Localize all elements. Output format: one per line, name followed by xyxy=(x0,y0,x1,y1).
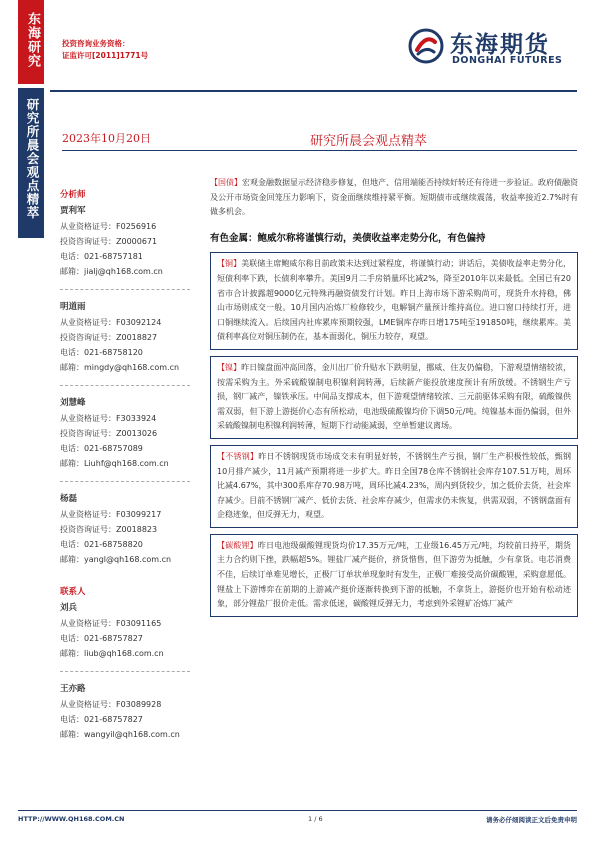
report-title: 研究所晨会观点精萃 xyxy=(310,134,428,149)
contact-phone: 电话：021-68757827 xyxy=(60,634,143,643)
analyst-card xyxy=(60,492,200,567)
contact-name: 刘兵 xyxy=(60,603,78,613)
analyst-section-title: 分析师 xyxy=(60,190,86,200)
bond-paragraph xyxy=(210,176,578,220)
contact-name: 王亦路 xyxy=(60,684,86,694)
copper-box xyxy=(210,252,578,350)
analyst-email[interactable]: 邮箱：Liuhf@qh168.com.cn xyxy=(60,459,169,468)
analyst-divider xyxy=(60,385,190,386)
report-date: 2023年10月20日 xyxy=(62,132,151,145)
lithium-carbonate-text: 昨日电池级碳酸锂现货均价17.35万元/吨，工业级16.45万元/吨，均较前日持平，期货主力合约则下挫，跌幅超5%。锂盐厂减产挺价，挤货惜售，但下游劳为抵触，少有拿货。电芯消费不佳，后续订单难见增长，正极厂订单状单现象时有发生，正极厂难接受高价碳酸锂，采购意愿低。锂盐上下游博弈在前期的上游减产挺价逐渐转换到下游的抵触，不拿货上，游挺价也开始有松动迹象，部分锂盐厂报价走低。需求低迷，碳酸锂反弹无力，考虑到外采锂矿冶炼厂减产 xyxy=(217,540,571,609)
analyst-license: 从业资格证号：F03099217 xyxy=(60,510,162,519)
analyst-divider xyxy=(60,481,190,482)
analyst-consult-license: 投资咨询证号：Z0013026 xyxy=(60,429,158,438)
analyst-email[interactable]: 邮箱：jialj@qh168.com.cn xyxy=(60,267,163,276)
stainless-steel-box xyxy=(210,445,578,528)
analyst-panel xyxy=(60,188,200,760)
bond-tag: 【国债】 xyxy=(210,178,242,187)
contact-email[interactable]: 邮箱：wangyil@qh168.com.cn xyxy=(60,730,180,739)
nonferrous-section-heading: 有色金属：鲍威尔称将谨慎行动，美债收益率走势分化，有色偏持 xyxy=(210,232,486,244)
logo-en: DONGHAI FUTURES xyxy=(452,55,563,66)
title-divider xyxy=(62,150,577,151)
contact-license: 从业资格证号：F03091165 xyxy=(60,619,162,628)
nickel-tag: 【镍】 xyxy=(217,362,242,372)
logo-mark-icon xyxy=(408,28,444,64)
nickel-box xyxy=(210,356,578,439)
analyst-consult-license: 投资咨询证号：Z0018827 xyxy=(60,333,158,342)
main-content xyxy=(210,176,578,617)
bond-text: 宏观金融数据显示经济稳步修复，但地产、信用端能否持续好转还有待进一步验证。政府债融资及公开市场资金回笼压力影响下，资金面继续维持紧平衡。短期债市或继续震荡，收益率接近2.7%时有做多机会。 xyxy=(210,178,578,217)
side-label-report xyxy=(18,88,44,238)
analyst-email[interactable]: 邮箱：yangl@qh168.com.cn xyxy=(60,555,172,564)
qualification-line-2: 证监许可[2011]1771号 xyxy=(62,51,149,60)
contact-phone: 电话：021-68757827 xyxy=(60,715,143,724)
analyst-license: 从业资格证号：F03092124 xyxy=(60,318,162,327)
analyst-consult-license: 投资咨询证号：Z0018823 xyxy=(60,525,158,534)
logo-cn: 东海期货 xyxy=(450,32,550,58)
analyst-email[interactable]: 邮箱：mingdy@qh168.com.cn xyxy=(60,363,180,372)
analyst-name: 杨磊 xyxy=(60,494,78,504)
footer-website-link[interactable]: HTTP://WWW.QH168.COM.CN xyxy=(18,815,125,823)
copper-text: 美联储主席鲍威尔称目前政策未达到过紧程度，将谨慎行动；讲话后，美债收益率走势分化，短债利率下跌，长债利率攀升。美国9月二手房销量环比减2%，降至2010年以来最低。全国已有20省市合计披露超9000亿元特殊再融资债发行计划。昨日上海市场下游采购尚可，现货升水持稳，佛山市场则成交一般。10月国内冶炼厂检修较少，电解铜产量预计维持高位。进口窗口持续打开，进口铜继续流入。后续国内社库累库预期较强，LME铜库存昨日增175吨至191850吨，继续累库。美债利率高位对铜压制仍在，基本面弱化，铜压力较存，观望。 xyxy=(217,259,571,342)
stainless-steel-text: 昨日不锈钢现货市场成交未有明显好转，不锈钢生产亏损，钢厂生产积极性较低，甄钢10月排产减少，11月减产预期将进一步扩大。昨日全国78仓库不锈钢社会库存107.51万吨，周环比减4.67%，其中300系库存70.98万吨，周环比减4.23%，周内到货较少，加之低价去货，社会库存减少。目前不锈钢厂减产、低价去货、社会库存减少，但需求仍未恢复，供需双弱，不锈钢盘面有企稳迹象，但反弹无力，观望。 xyxy=(217,451,572,520)
side-label-research xyxy=(18,0,44,84)
contact-section-title: 联系人 xyxy=(60,587,86,597)
footer-disclaimer: 请务必仔细阅读正文后免责申明 xyxy=(486,816,577,824)
contact-email[interactable]: 邮箱：liub@qh168.com.cn xyxy=(60,649,164,658)
header-rule xyxy=(50,90,577,92)
analyst-name: 刘慧峰 xyxy=(60,398,86,408)
nickel-text: 昨日镍盘面冲高回落，金川出厂价升贴水下跌明显，挪威、住友仍偏稳，下游观望情绪较浓，按需采购为主。外采硫酸镍制电积镍利润转薄，后续新产能投放速度预计有所放缓。不锈钢生产亏损，钢厂减产，镍铁承压。中间品支撑成本，但下游观望情绪较浓、三元前驱体采购有限，硫酸镍供需双弱，但下游上游挺价心态有所松动，电池级硫酸镍均价下调50元/吨。纯镍基本面仍偏弱，但外采硫酸镍制电积镍利润转薄，短期下行动能减弱，空单暂建议离场。 xyxy=(217,362,571,431)
qualification-line-1: 投资咨询业务资格： xyxy=(62,39,130,48)
side-label-research-text: 东海研究 xyxy=(25,12,40,68)
analyst-phone: 电话：021-68758120 xyxy=(60,348,143,357)
contact-card xyxy=(60,682,200,742)
analyst-consult-license: 投资咨询证号：Z0000671 xyxy=(60,237,158,246)
lithium-carbonate-box xyxy=(210,534,578,617)
company-logo xyxy=(408,26,580,70)
analyst-card xyxy=(60,204,200,279)
copper-tag: 【铜】 xyxy=(217,259,242,269)
analyst-name: 贾利军 xyxy=(60,206,86,216)
analyst-phone: 电话：021-68757089 xyxy=(60,444,143,453)
analyst-phone: 电话：021-68757181 xyxy=(60,252,143,261)
contact-card xyxy=(60,601,200,661)
qualification-text xyxy=(62,38,148,62)
footer-page-number: 1 / 6 xyxy=(308,815,323,823)
lithium-carbonate-tag: 【碳酸锂】 xyxy=(217,540,258,550)
side-label-report-text: 研究所晨会观点精萃 xyxy=(25,98,40,220)
analyst-license: 从业资格证号：F0256916 xyxy=(60,222,157,231)
stainless-steel-tag: 【不锈钢】 xyxy=(217,451,259,461)
analyst-phone: 电话：021-68758820 xyxy=(60,540,143,549)
analyst-card xyxy=(60,396,200,471)
contact-divider xyxy=(60,671,190,672)
analyst-name: 明道雨 xyxy=(60,302,86,312)
footer-rule xyxy=(18,810,577,811)
analyst-divider xyxy=(60,289,190,290)
analyst-card xyxy=(60,300,200,375)
contact-license: 从业资格证号：F03089928 xyxy=(60,700,162,709)
analyst-license: 从业资格证号：F3033924 xyxy=(60,414,157,423)
